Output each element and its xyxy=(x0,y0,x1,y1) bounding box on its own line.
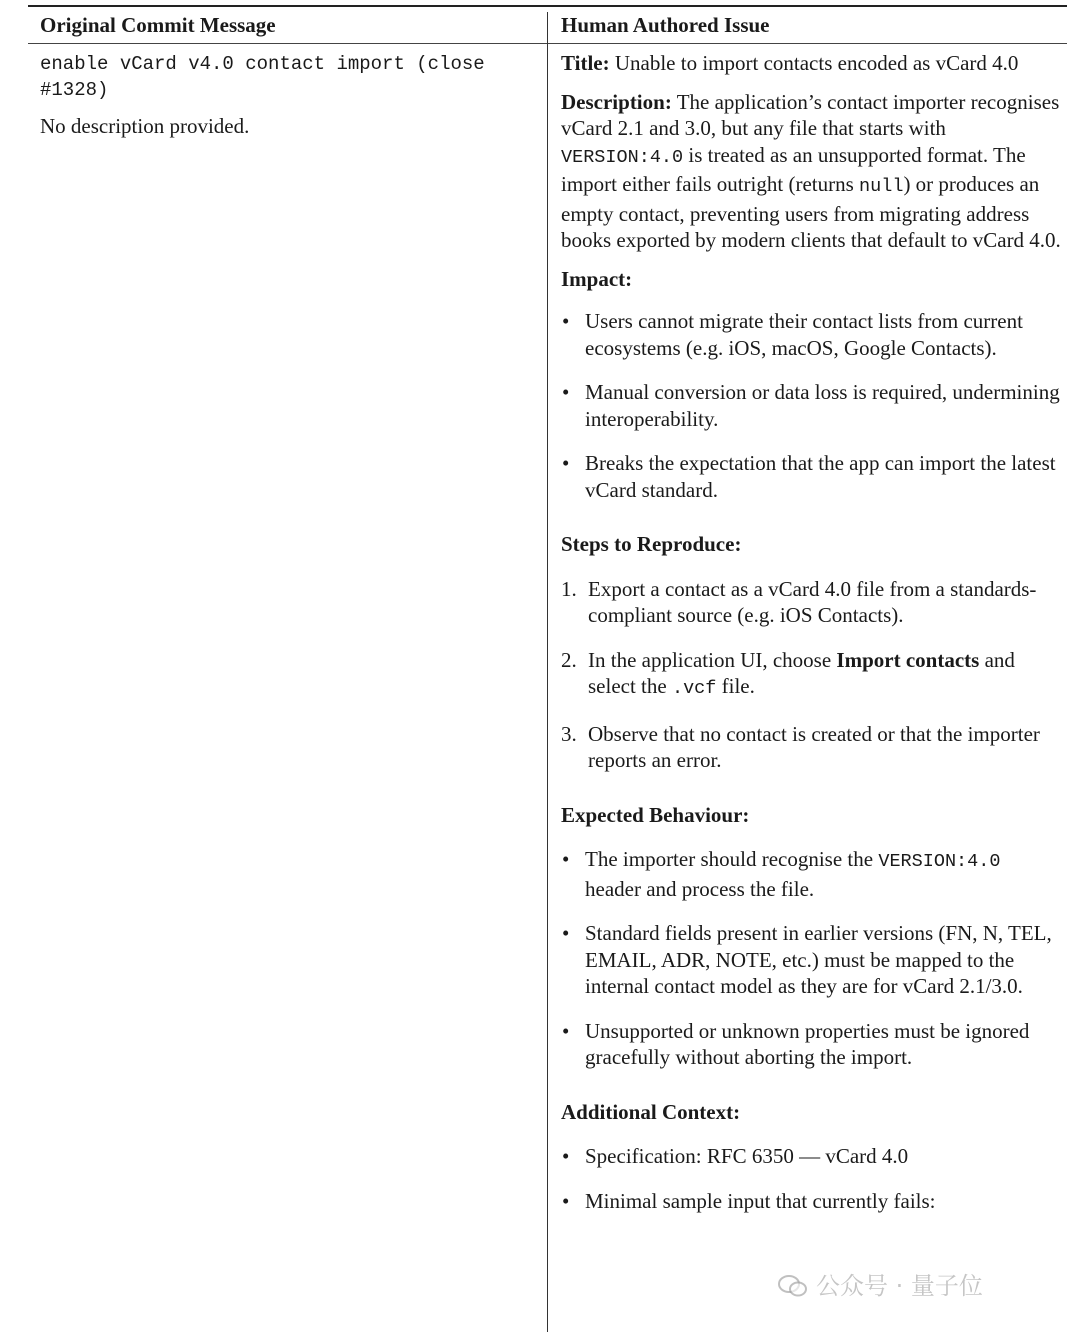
bullet-icon: • xyxy=(562,921,570,945)
impact-list xyxy=(561,308,1061,503)
impact-heading xyxy=(561,266,1061,293)
list-item xyxy=(561,576,1061,629)
steps-list xyxy=(561,576,1061,774)
context-heading xyxy=(561,1099,1061,1126)
bullet-icon: • xyxy=(562,1144,570,1168)
description-code-version: VERSION:4.0 xyxy=(561,146,684,168)
list-item-text: Standard fields present in earlier versions (FN, N, TEL, EMAIL, ADR, NOTE, etc.) must be mapped to the internal contact model as they are for vCard 2.1/3.0. xyxy=(585,921,1052,998)
issue-description xyxy=(561,89,1061,254)
step-number: 3. xyxy=(561,721,577,746)
list-item xyxy=(561,308,1061,361)
list-item-text: Users cannot migrate their contact lists from current ecosystems (e.g. iOS, macOS, Google Contacts). xyxy=(585,309,1023,360)
watermark-text: 公众号 · 量子位 xyxy=(816,1272,983,1300)
steps-heading-text: Steps to Reproduce: xyxy=(561,532,742,556)
description-text: ) or produces an empty contact, preventing users from migrating address books exported by modern clients that default to vCard 4.0. xyxy=(561,172,1061,252)
import-contacts-label: Import contacts xyxy=(836,647,980,672)
list-item xyxy=(561,1143,1061,1170)
wechat-logo-icon xyxy=(778,1274,808,1298)
vcf-code: .vcf xyxy=(671,678,717,699)
bullet-icon: • xyxy=(562,380,570,404)
impact-heading-text: Impact: xyxy=(561,266,633,291)
table-top-rule xyxy=(28,5,1067,7)
list-item-text: The importer should recognise the xyxy=(585,847,874,871)
list-item-text: Specification: RFC 6350 — vCard 4.0 xyxy=(585,1144,909,1168)
bullet-icon: • xyxy=(562,1188,570,1213)
bullet-icon: • xyxy=(562,309,570,333)
step-number: 1. xyxy=(561,576,577,601)
step-number: 2. xyxy=(561,647,577,672)
version-code: VERSION:4.0 xyxy=(878,851,1001,872)
bullet-icon: • xyxy=(562,1018,570,1043)
list-item-text: file. xyxy=(721,674,755,698)
list-item-text: Breaks the expectation that the app can import the latest vCard standard. xyxy=(585,451,1056,502)
description-text: is treated as an unsupported format. The import either fails outright (returns xyxy=(561,142,1026,196)
list-item xyxy=(561,1018,1061,1071)
list-item-text: In the application UI, choose xyxy=(588,647,832,672)
list-item xyxy=(561,379,1061,432)
issue-description-label: Description: xyxy=(561,89,672,114)
list-item xyxy=(561,1188,1061,1215)
expected-list xyxy=(561,846,1061,1071)
commit-description: No description provided. xyxy=(40,114,250,138)
list-item xyxy=(561,846,1061,902)
bullet-icon: • xyxy=(562,451,570,475)
list-item-text: Unsupported or unknown properties must be ignored gracefully without aborting the import. xyxy=(585,1018,1030,1069)
list-item-text: Manual conversion or data loss is required, undermining interoperability. xyxy=(585,380,1060,431)
commit-column xyxy=(40,51,535,139)
commit-title: enable vCard v4.0 contact import (close #1328) xyxy=(40,53,497,101)
bullet-icon: • xyxy=(562,847,570,871)
list-item xyxy=(561,920,1061,1000)
description-text: The application’s contact importer recognises vCard 2.1 and 3.0, but any file that starts with xyxy=(561,89,1060,140)
list-item xyxy=(561,450,1061,503)
issue-title-label: Title: xyxy=(561,51,610,75)
list-item-text: Minimal sample input that currently fails: xyxy=(585,1188,936,1213)
watermark xyxy=(778,1271,983,1301)
list-item-text: Export a contact as a vCard 4.0 file from a standards-compliant source (e.g. iOS Contacts). xyxy=(588,576,1037,627)
header-human-authored-issue: Human Authored Issue xyxy=(561,13,770,37)
list-item-text: and select the xyxy=(588,647,1015,698)
expected-heading-text: Expected Behaviour: xyxy=(561,802,750,827)
header-original-commit-message: Original Commit Message xyxy=(40,13,276,37)
issue-title xyxy=(561,50,1061,77)
steps-heading xyxy=(561,531,1061,558)
context-list xyxy=(561,1143,1061,1214)
expected-heading xyxy=(561,802,1061,829)
description-code-null: null xyxy=(859,176,904,197)
list-item xyxy=(561,721,1061,774)
context-heading-text: Additional Context: xyxy=(561,1099,741,1124)
issue-column xyxy=(561,50,1061,1214)
list-item xyxy=(561,647,1061,703)
issue-title-text: Unable to import contacts encoded as vCard 4.0 xyxy=(614,51,1019,75)
list-item-text: header and process the file. xyxy=(585,876,815,901)
column-divider xyxy=(547,12,548,1332)
list-item-text: Observe that no contact is created or that the importer reports an error. xyxy=(588,721,1040,772)
